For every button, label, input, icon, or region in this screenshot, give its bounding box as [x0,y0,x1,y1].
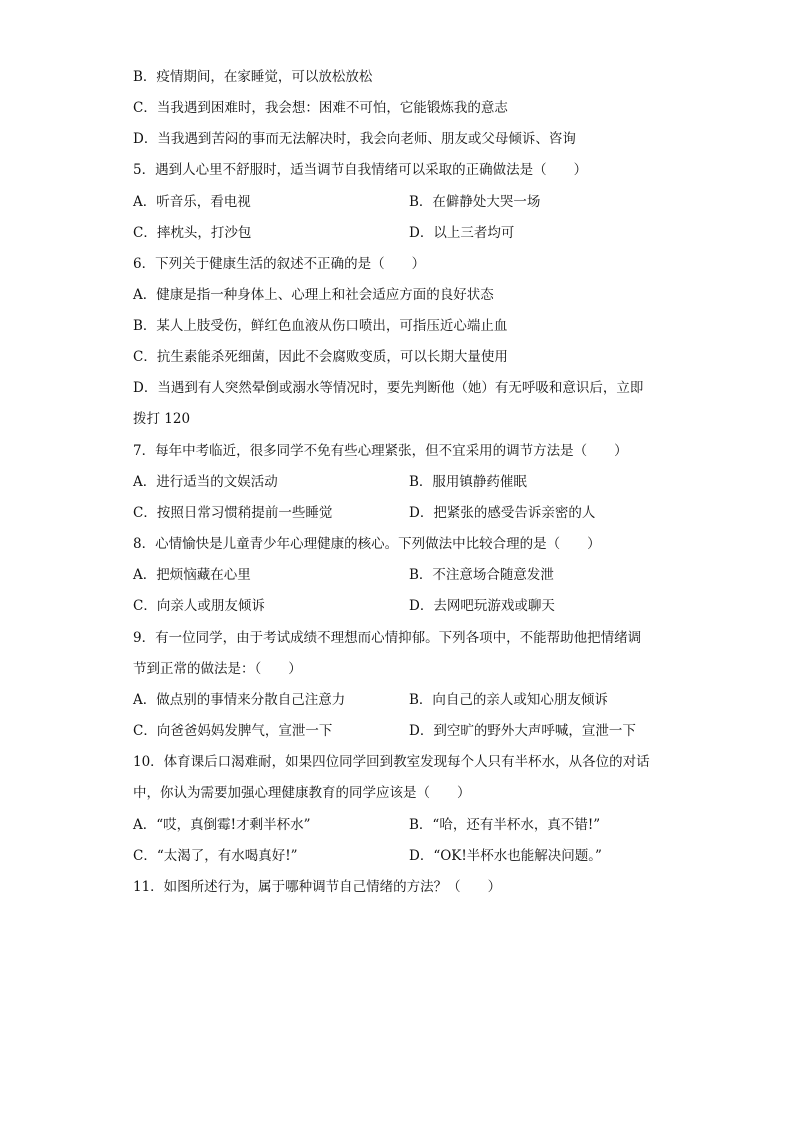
question-5-stem: 5．遇到人心里不舒服时，适当调节自我情绪可以采取的正确做法是（ ） [133,162,588,178]
option-a: A．“哎，真倒霉!才剩半杯水” [133,817,311,833]
option-d: D．“OK!半杯水也能解决问题。” [409,848,602,864]
question-8-stem: 8．心情愉快是儿童青少年心理健康的核心。下列做法中比较合理的是（ ） [133,536,601,552]
option-c: C．摔枕头，打沙包 [133,225,252,241]
option-a: A．听音乐，看电视 [133,194,251,210]
question-6-stem: 6．下列关于健康生活的叙述不正确的是（ ） [133,256,426,272]
option-b: B．不注意场合随意发泄 [409,567,554,583]
option-c: C．向爸爸妈妈发脾气，宣泄一下 [133,723,333,739]
option-line: B．疫情期间，在家睡觉，可以放松放松 [133,69,373,85]
option-line-continued: 拨打 120 [133,411,191,427]
option-c: C．按照日常习惯稍提前一些睡觉 [133,505,333,521]
option-a: A．做点别的事情来分散自己注意力 [133,692,346,708]
question-9-stem-continued: 节到正常的做法是：（ ） [133,661,302,677]
option-b: B．在僻静处大哭一场 [409,194,541,210]
question-11-stem: 11．如图所述行为，属于哪种调节自己情绪的方法？（ ） [133,879,502,895]
option-c: C．向亲人或朋友倾诉 [133,598,265,614]
option-line: C．当我遇到困难时，我会想：困难不可怕，它能锻炼我的意志 [133,100,508,116]
option-a: A．进行适当的文娱活动 [133,474,278,490]
option-d: D．以上三者均可 [409,225,515,241]
question-10-stem-continued: 中，你认为需要加强心理健康教育的同学应该是（ ） [133,785,471,801]
option-line: D．当遇到有人突然晕倒或溺水等情况时，要先判断他（她）有无呼吸和意识后，立即 [133,380,644,396]
option-a: A．把烦恼藏在心里 [133,567,251,583]
option-line: C．抗生素能杀死细菌，因此不会腐败变质，可以长期大量使用 [133,349,508,365]
option-line: B．某人上肢受伤，鲜红色血液从伤口喷出，可指压近心端止血 [133,318,508,334]
option-d: D．到空旷的野外大声呼喊，宣泄一下 [409,723,636,739]
question-10-stem: 10．体育课后口渴难耐，如果四位同学回到教室发现每个人只有半杯水，从各位的对话 [133,754,650,770]
option-b: B．服用镇静药催眠 [409,474,527,490]
option-b: B．“哈，还有半杯水，真不错!” [409,817,601,833]
option-line: D．当我遇到苦闷的事而无法解决时，我会向老师、朋友或父母倾诉、咨询 [133,131,576,147]
question-7-stem: 7．每年中考临近，很多同学不免有些心理紧张，但不宜采用的调节方法是（ ） [133,443,628,459]
option-d: D．把紧张的感受告诉亲密的人 [409,505,596,521]
option-b: B．向自己的亲人或知心朋友倾诉 [409,692,608,708]
option-c: C．“太渴了，有水喝真好!” [133,848,298,864]
option-d: D．去网吧玩游戏或聊天 [409,598,555,614]
option-line: A．健康是指一种身体上、心理上和社会适应方面的良好状态 [133,287,494,303]
question-9-stem: 9．有一位同学，由于考试成绩不理想而心情抑郁。下列各项中，不能帮助他把情绪调 [133,630,642,646]
